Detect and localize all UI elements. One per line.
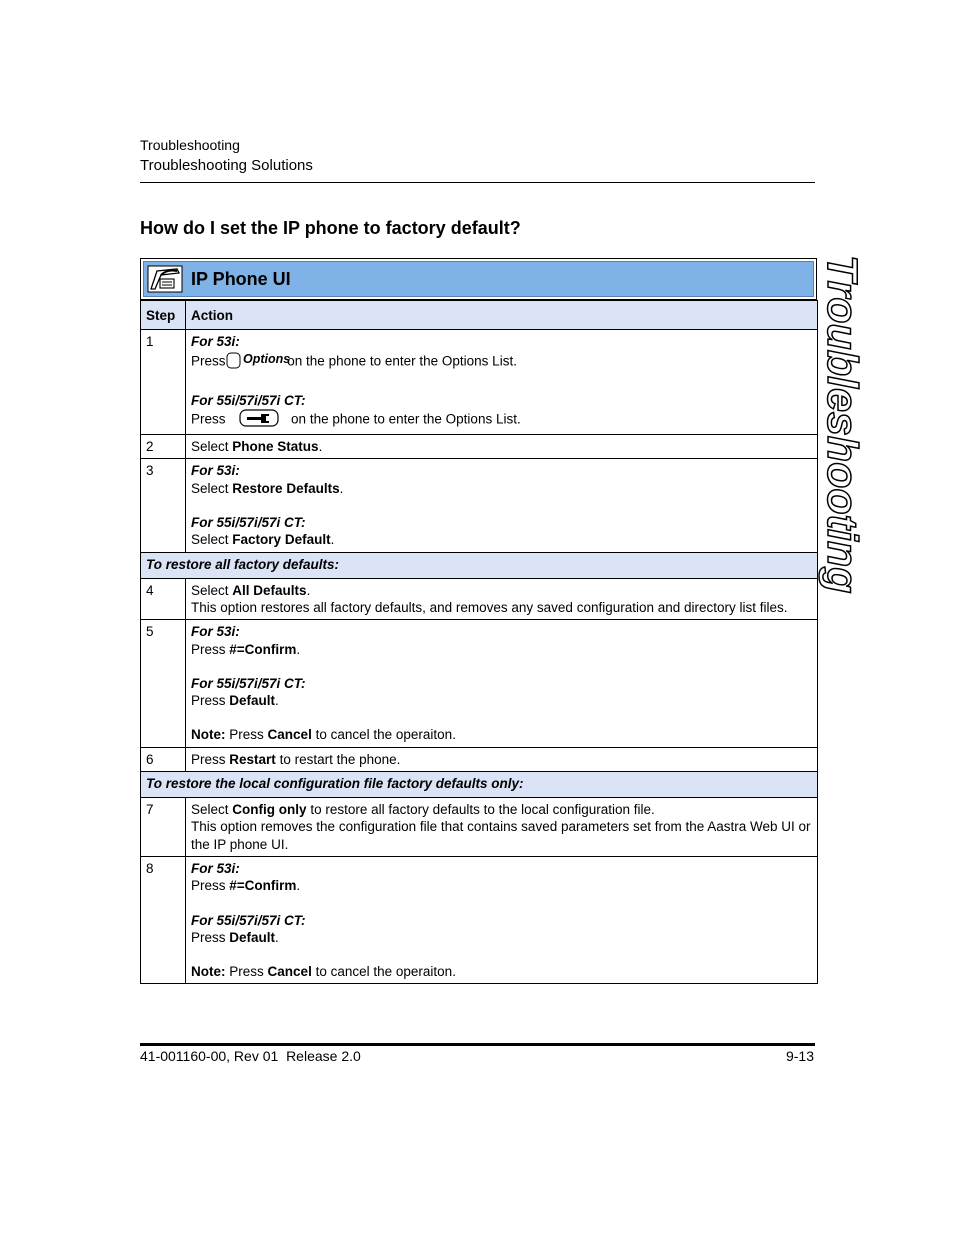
step-action xyxy=(186,578,818,620)
text: Press xyxy=(191,693,226,709)
text: Select xyxy=(191,582,229,598)
text: on the phone to enter the Options List. xyxy=(291,411,521,427)
step-number: 3 xyxy=(141,459,186,552)
platform-label: For 55i/57i/57i CT: xyxy=(191,392,306,408)
text: Press xyxy=(191,411,226,427)
menu-option: Phone Status xyxy=(232,439,319,455)
table-row xyxy=(141,459,818,552)
note xyxy=(191,963,812,980)
table-row xyxy=(141,798,818,857)
softkey: Restart xyxy=(229,751,276,767)
description: This option restores all factory defaults, and removes any saved configuration and directory list files. xyxy=(191,599,788,615)
step-number: 4 xyxy=(141,578,186,620)
text: Press xyxy=(191,641,226,657)
step-action xyxy=(186,798,818,857)
text: to restart the phone. xyxy=(279,751,401,767)
text: Select xyxy=(191,802,229,818)
action-line xyxy=(191,877,812,894)
text: . xyxy=(296,878,301,894)
spacer xyxy=(191,375,812,392)
softkey: Default xyxy=(229,929,276,945)
text: Press xyxy=(191,878,226,894)
menu-option: Factory Default xyxy=(232,532,331,548)
menu-option: Config only xyxy=(232,802,307,818)
platform-label: For 53i: xyxy=(191,860,240,876)
step-number: 5 xyxy=(141,620,186,747)
softkey: #=Confirm xyxy=(229,641,297,657)
text: Press xyxy=(191,751,226,767)
softkey: Cancel xyxy=(267,964,312,980)
text: . xyxy=(330,532,335,548)
step-number: 2 xyxy=(141,435,186,459)
action-line xyxy=(191,409,812,431)
table-row xyxy=(141,620,818,747)
softkey: #=Confirm xyxy=(229,878,297,894)
step-action xyxy=(186,856,818,983)
step-action xyxy=(186,620,818,747)
text: Select xyxy=(191,439,229,455)
text: to cancel the operaiton. xyxy=(315,964,456,980)
section-title: Troubleshooting Solutions xyxy=(140,157,313,174)
text: to restore all factory defaults to the local configuration file. xyxy=(310,802,655,818)
action-line xyxy=(191,929,812,946)
text: . xyxy=(306,582,311,598)
platform-label: For 55i/57i/57i CT: xyxy=(191,515,306,531)
text: . xyxy=(339,480,344,496)
text: Press xyxy=(229,964,264,980)
action-line xyxy=(191,692,812,709)
subheading: To restore all factory defaults: xyxy=(141,552,818,578)
action-line xyxy=(191,641,812,658)
chapter-title: Troubleshooting xyxy=(140,137,240,153)
side-tab: Troubleshooting xyxy=(818,255,866,594)
text: on the phone to enter the Options List. xyxy=(287,354,517,370)
platform-label: For 53i: xyxy=(191,463,240,479)
subheading-row xyxy=(141,772,818,798)
spacer xyxy=(191,497,812,514)
menu-option: All Defaults xyxy=(232,582,307,598)
description: This option removes the configuration file that contains saved parameters set from the Aastra Web UI or the IP phone UI. xyxy=(191,819,811,852)
options-wrench-key-icon xyxy=(239,409,279,431)
text: Press xyxy=(229,727,264,743)
note-label: Note: xyxy=(191,727,226,743)
running-head xyxy=(140,137,313,175)
spacer xyxy=(191,946,812,963)
step-action xyxy=(186,435,818,459)
softkey: Default xyxy=(229,693,276,709)
text: . xyxy=(275,929,279,945)
step-action xyxy=(186,330,818,435)
platform-label: For 55i/57i/57i CT: xyxy=(191,912,306,928)
note xyxy=(191,726,812,743)
subheading-row xyxy=(141,552,818,578)
table-row xyxy=(141,330,818,435)
platform-label: For 55i/57i/57i CT: xyxy=(191,675,306,691)
header-rule xyxy=(140,182,815,183)
text: Select xyxy=(191,532,229,548)
platform-label: For 53i: xyxy=(191,624,240,640)
table-row xyxy=(141,578,818,620)
platform-label: For 53i: xyxy=(191,334,240,349)
menu-option: Restore Defaults xyxy=(232,480,340,496)
footer-rule xyxy=(140,1043,815,1046)
options-key-label: Options xyxy=(242,352,290,367)
step-action xyxy=(186,747,818,771)
header-step: Step xyxy=(141,301,186,330)
action-line xyxy=(191,531,812,548)
page-number: 9-13 xyxy=(785,1048,814,1064)
phone-icon xyxy=(147,264,185,294)
action-line xyxy=(191,801,812,818)
page-title: How do I set the IP phone to factory default? xyxy=(140,218,521,238)
text: . xyxy=(318,439,323,455)
step-number: 6 xyxy=(141,747,186,771)
softkey: Cancel xyxy=(267,727,312,743)
subheading: To restore the local configuration file factory defaults only: xyxy=(141,772,818,798)
text: . xyxy=(296,641,301,657)
action-line xyxy=(191,480,812,497)
note-label: Note: xyxy=(191,964,226,980)
step-number: 8 xyxy=(141,856,186,983)
step-number: 1 xyxy=(141,330,186,435)
spacer xyxy=(191,709,812,726)
steps-table xyxy=(140,300,818,984)
banner-frame xyxy=(140,258,817,300)
text: to cancel the operaiton. xyxy=(315,727,456,743)
document-id: 41-001160-00, Rev 01 Release 2.0 xyxy=(140,1048,361,1064)
spacer xyxy=(191,895,812,912)
text: Press xyxy=(191,929,226,945)
spacer xyxy=(191,658,812,675)
header-action: Action xyxy=(186,301,818,330)
table-header-row xyxy=(141,301,818,330)
options-key-icon xyxy=(226,350,290,374)
table-row xyxy=(141,435,818,459)
action-line xyxy=(191,582,812,599)
table-row xyxy=(141,856,818,983)
action-line xyxy=(191,350,812,374)
step-number: 7 xyxy=(141,798,186,857)
table-row xyxy=(141,747,818,771)
text: Press xyxy=(191,354,226,370)
text: Select xyxy=(191,480,229,496)
banner-title: IP Phone UI xyxy=(191,268,291,289)
procedure-table xyxy=(140,258,817,984)
banner xyxy=(143,261,814,297)
step-action xyxy=(186,459,818,552)
text: . xyxy=(275,693,279,709)
